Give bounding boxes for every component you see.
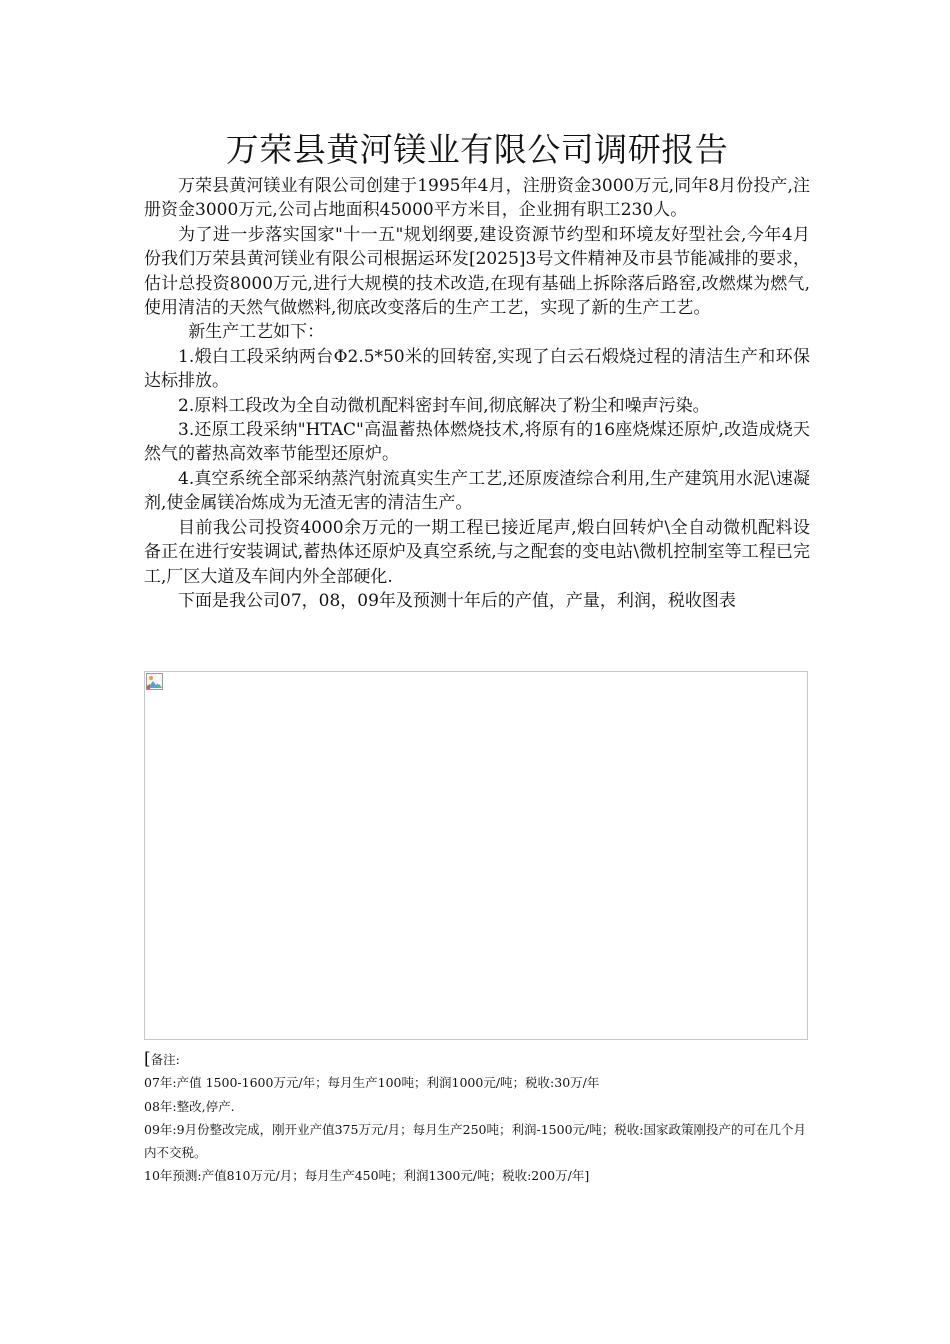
paragraph-chart-intro: 下面是我公司07，08，09年及预测十年后的产值，产量，利润，税收图表 [178, 590, 736, 611]
paragraph-renovation: 为了进一步落实国家"十一五"规划纲要,建设资源节约型和环境友好型社会,今年4月份我们万荣县黄河镁业有限公司根据运环发[2025]3号文件精神及市县节能减排的要求，估计总投资8000万元,进行大规模的技术改造,在现有基础上拆除落后路窑,改燃煤为燃气,使用清洁的天然气做燃料,彻底改变落后的生产工艺，实现了新的生产工艺。 [144, 224, 810, 319]
broken-image-icon [146, 673, 164, 691]
document-body [144, 174, 810, 613]
note-line-09: 09年:9月份整改完成，刚开业产值375万元/月；每月生产250吨；利润-1500元/吨；税收:国家政策刚投产的可在几个月内不交税。 [144, 1121, 806, 1161]
paragraph-intro: 万荣县黄河镁业有限公司创建于1995年4月，注册资金3000万元,同年8月份投产,注册资金3000万元,公司占地面积45000平方米目，企业拥有职工230人。 [144, 176, 810, 221]
paragraph-new-process-heading: 新生产工艺如下： [188, 322, 325, 343]
notes-open-bracket: [ [144, 1049, 151, 1069]
note-line-10: 10年预测:产值810万元/月；每月生产450吨；利润1300元/吨；税收:200万/年] [144, 1168, 590, 1184]
note-line-08: 08年:整改,停产. [144, 1098, 235, 1114]
paragraph-process-4: 4.真空系统全部采纳蒸汽射流真实生产工艺,还原废渣综合利用,生产建筑用水泥\速凝剂,使金属镁冶炼成为无渣无害的清洁生产。 [144, 468, 810, 514]
notes-section [144, 1048, 810, 1188]
paragraph-progress: 目前我公司投资4000余万元的一期工程已接近尾声,煅白回转炉\全自动微机配料设备正在进行安装调试,蓄热体还原炉及真空系统,与之配套的变电站\微机控制室等工程已完工,厂区大道及车间内外全部硬化. [144, 517, 810, 587]
paragraph-process-3: 3.还原工段采纳"HTAC"高温蓄热体燃烧技术,将原有的16座烧煤还原炉,改造成烧天然气的蓄热高效率节能型还原炉。 [144, 420, 810, 465]
notes-label-line [144, 1048, 810, 1071]
document-title: 万荣县黄河镁业有限公司调研报告 [225, 130, 729, 169]
notes-label: 备注: [150, 1052, 180, 1067]
paragraph-process-2: 2.原料工段改为全自动微机配料密封车间,彻底解决了粉尘和噪声污染。 [178, 395, 710, 416]
paragraph-process-1: 1.煅白工段采纳两台Φ2.5*50米的回转窑,实现了白云石煅烧过程的清洁生产和环保达标排放。 [144, 346, 810, 392]
broken-image-placeholder [144, 671, 808, 1040]
note-line-07: 07年:产值 1500-1600万元/年；每月生产100吨；利润1000元/吨；税收:30万/年 [144, 1075, 600, 1091]
